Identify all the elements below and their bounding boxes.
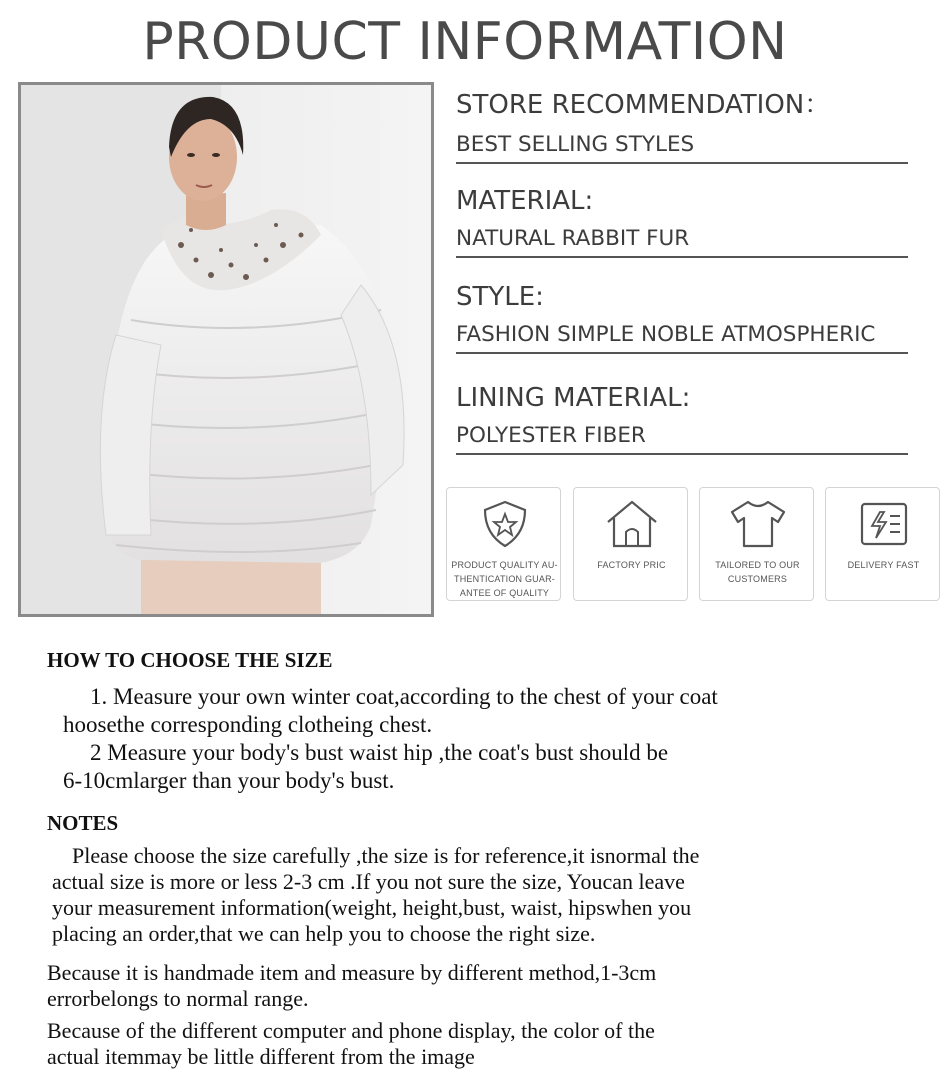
notes-extra-line: errorbelongs to normal range.	[47, 986, 309, 1011]
info-value: BEST SELLING STYLES	[456, 132, 695, 157]
badge-text: CUSTOMERS	[727, 574, 788, 584]
info-value: POLYESTER FIBER	[456, 423, 646, 448]
info-value: FASHION SIMPLE NOBLE ATMOSPHERIC	[456, 322, 876, 347]
badge-text: ANTEE OF QUALITY	[459, 588, 550, 598]
notes-line: Please choose the size carefully ,the size is for reference,it isnormal the	[72, 843, 700, 868]
tshirt-icon	[728, 498, 788, 550]
page-title: PRODUCT INFORMATION	[142, 12, 788, 72]
shield-star-icon	[477, 498, 533, 550]
badge-factory-price	[573, 487, 688, 601]
notes-line: placing an order,that we can help you to choose the right size.	[52, 921, 596, 946]
info-label: MATERIAL:	[456, 186, 594, 216]
divider	[456, 162, 908, 164]
delivery-bolt-icon	[854, 498, 914, 550]
info-style	[456, 280, 936, 354]
badge-delivery	[825, 487, 940, 601]
size-guide-heading: HOW TO CHOOSE THE SIZE	[47, 648, 333, 672]
info-label: STYLE:	[456, 282, 544, 312]
size-guide-line: 6-10cmlarger than your body's bust.	[63, 768, 395, 793]
badge-quality	[446, 487, 561, 601]
info-label: STORE RECOMMENDATION：	[456, 90, 831, 120]
size-guide-line: 2 Measure your body's bust waist hip ,the coat's bust should be	[90, 740, 669, 765]
badge-text: FACTORY PRIC	[597, 560, 666, 570]
badge-text: THENTICATION GUAR-	[454, 574, 555, 584]
house-icon	[602, 498, 662, 550]
badge-text: TAILORED TO OUR	[715, 560, 800, 570]
info-label: LINING MATERIAL:	[456, 383, 691, 413]
size-guide-line: 1. Measure your own winter coat,according to the chest of your coat	[90, 684, 718, 709]
info-store-recommendation	[456, 88, 936, 164]
badge-tailored	[699, 487, 814, 601]
notes-line: actual size is more or less 2-3 cm .If you not sure the size, Youcan leave	[52, 869, 685, 894]
notes-heading: NOTES	[47, 811, 119, 835]
divider	[456, 453, 908, 455]
product-photo	[18, 82, 434, 617]
divider	[456, 256, 908, 258]
notes-extra-line: Because it is handmade item and measure by different method,1-3cm	[47, 960, 657, 985]
notes-line: your measurement information(weight, height,bust, waist, hipswhen you	[52, 895, 692, 920]
divider	[456, 352, 908, 354]
size-guide-line: hoosethe corresponding clotheing chest.	[63, 712, 433, 737]
info-value: NATURAL RABBIT FUR	[456, 226, 690, 251]
badge-text: DELIVERY FAST	[847, 560, 920, 570]
info-material	[456, 184, 936, 258]
notes-extra-line: Because of the different computer and phone display, the color of the	[47, 1018, 655, 1043]
badge-text: PRODUCT QUALITY AU-	[451, 560, 558, 570]
notes-extra-line: actual itemmay be little different from the image	[47, 1044, 475, 1069]
info-lining-material	[456, 381, 936, 455]
